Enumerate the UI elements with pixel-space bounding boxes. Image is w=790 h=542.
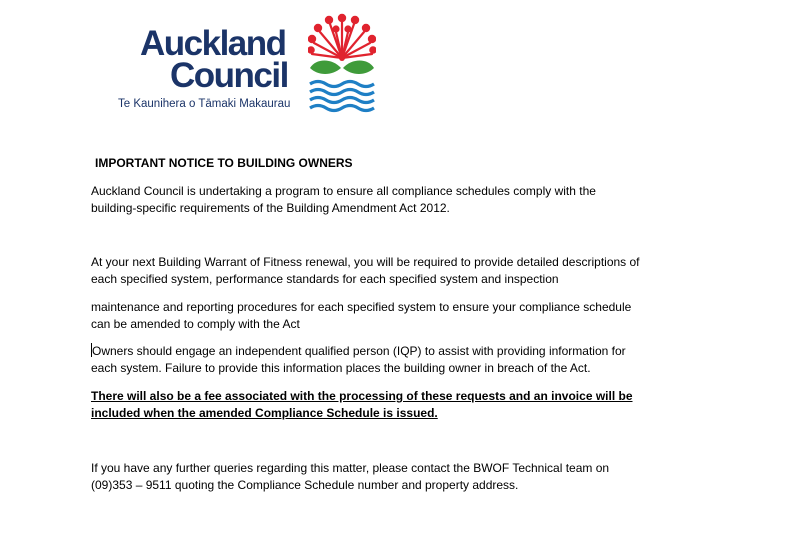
paragraph-intro-line-1: Auckland Council is undertaking a program to ensure all compliance schedules comply with the [91, 184, 596, 198]
paragraph-iqp-line-2: each system. Failure to provide this information places the building owner in breach of the Act. [91, 361, 591, 375]
logo-subtitle: Te Kaunihera o Tāmaki Makaurau [118, 98, 291, 110]
paragraph-fee-notice [91, 388, 731, 422]
paragraph-iqp[interactable] [91, 343, 731, 377]
pohutukawa-flower-icon [308, 12, 376, 116]
logo-word-council: Council [170, 56, 288, 95]
paragraph-fee-line-2: included when the amended Compliance Schedule is issued. [91, 406, 438, 420]
paragraph-bwof-line-2: each specified system, performance standards for each specified system and inspection [91, 272, 559, 286]
paragraph-procedures [91, 299, 731, 333]
paragraph-bwof-line-1: At your next Building Warrant of Fitness renewal, you will be required to provide detailed descriptions of [91, 255, 640, 269]
auckland-council-logo [118, 12, 418, 124]
paragraph-iqp-line-1: Owners should engage an independent qualified person (IQP) to assist with providing information for [92, 344, 626, 358]
paragraph-intro-line-2: building-specific requirements of the Building Amendment Act 2012. [91, 201, 450, 215]
paragraph-intro [91, 183, 731, 217]
paragraph-contact-line-1: If you have any further queries regarding this matter, please contact the BWOF Technical team on [91, 461, 610, 475]
paragraph-procedures-line-1: maintenance and reporting procedures for each specified system to ensure your compliance schedule [91, 300, 632, 314]
paragraph-bwof-renewal [91, 254, 731, 288]
paragraph-contact-line-2: (09)353 – 9511 quoting the Compliance Schedule number and property address. [91, 478, 519, 492]
logo-word-auckland: Auckland [140, 24, 286, 63]
paragraph-procedures-line-2: can be amended to comply with the Act [91, 317, 300, 331]
notice-heading: IMPORTANT NOTICE TO BUILDING OWNERS [95, 156, 353, 170]
paragraph-fee-line-1: There will also be a fee associated with the processing of these requests and an invoice will be [91, 389, 633, 403]
paragraph-contact [91, 460, 731, 494]
